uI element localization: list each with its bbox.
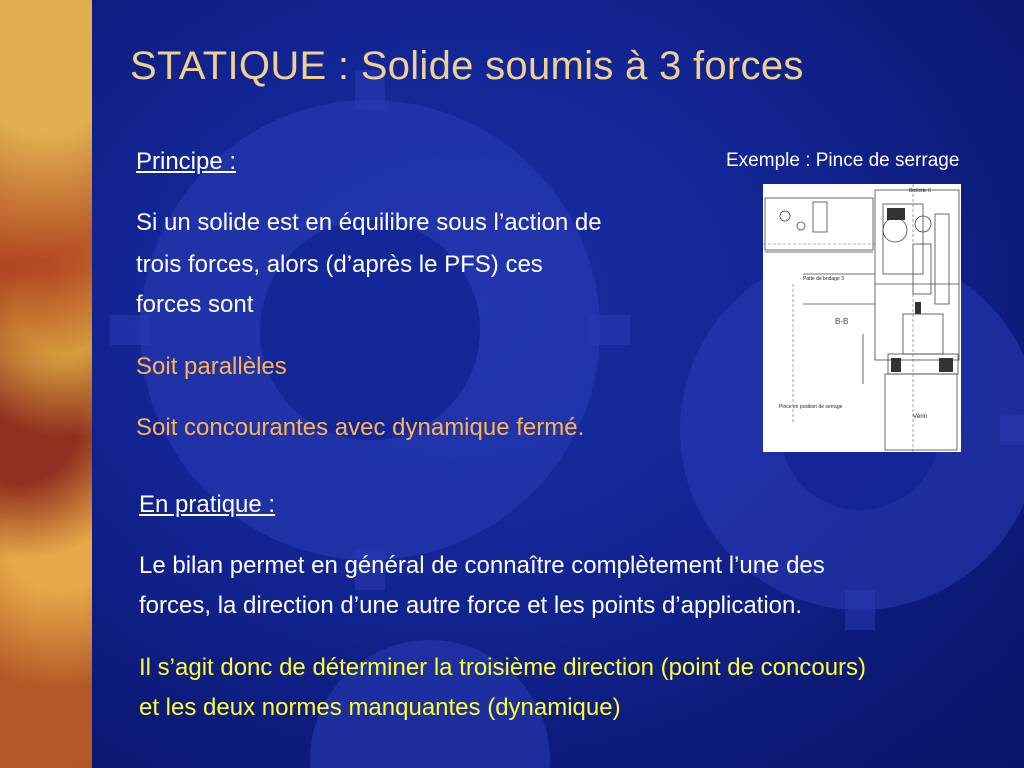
drawing-label-section: B-B	[835, 317, 849, 326]
slide-title: STATIQUE : Solide soumis à 3 forces	[130, 44, 804, 88]
drawing-label-position: Pince en position de serrage	[779, 404, 843, 410]
principe-heading: Principe :	[136, 148, 237, 175]
pratique-heading: En pratique :	[139, 491, 276, 518]
drawing-label-patte: Patte de bridage 3	[803, 276, 844, 282]
option-concurrent: Soit concourantes avec dynamique fermé.	[136, 414, 585, 441]
pratique-line-2: forces, la direction d’une autre force et les points d’application.	[139, 592, 803, 619]
option-parallel: Soit parallèles	[136, 353, 287, 380]
example-caption: Exemple : Pince de serrage	[726, 150, 960, 171]
conclusion-line-1: Il s’agit donc de déterminer la troisième direction (point de concours)	[139, 654, 867, 681]
conclusion-line-2: et les deux normes manquantes (dynamique)	[139, 694, 621, 721]
technical-drawing	[763, 184, 961, 452]
drawing-label-biellette: Biellette 6	[909, 188, 931, 194]
drawing-label-verin: Vérin	[913, 414, 928, 420]
pratique-line-1: Le bilan permet en général de connaître complètement l’une des	[139, 552, 825, 579]
principe-line-3: forces sont	[136, 291, 254, 318]
principe-line-2: trois forces, alors (d’après le PFS) ces	[136, 251, 543, 278]
principe-line-1: Si un solide est en équilibre sous l’action de	[136, 209, 602, 236]
